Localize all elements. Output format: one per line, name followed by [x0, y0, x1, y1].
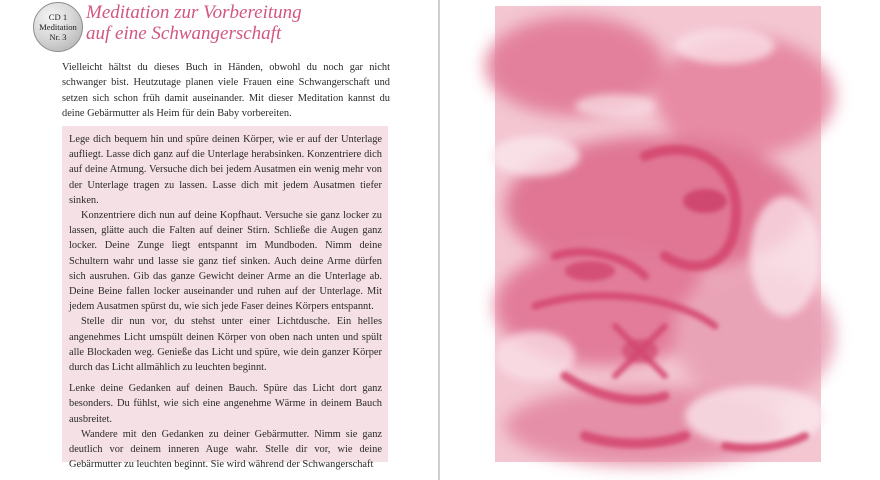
meditation-text-box: [62, 126, 388, 471]
cd-badge-line-2: Meditation: [39, 22, 77, 32]
cd-badge-line-3: Nr. 3: [49, 32, 67, 42]
watercolor-image: [495, 6, 821, 462]
chapter-title-line-1: Meditation zur Vorbereitung: [86, 2, 302, 23]
left-page: [0, 0, 438, 480]
cd-badge: [33, 2, 83, 52]
cd-badge-line-1: CD 1: [48, 12, 68, 22]
meditation-paragraph-1: Lege dich bequem hin und spüre deinen Körper, wie er auf der Unterlage aufliegt. Lasse dich ganz auf die Unterlage herabsinken. Konzentriere dich auf deine Atmung. Versuche dich bei jedem Ausatmen ein wenig mehr von der Unterlage tragen zu lassen. Lasse dich mit jedem Ausatmen tiefer sinken.: [69, 134, 382, 206]
chapter-title: [86, 2, 416, 44]
watercolor-illustration: [495, 6, 821, 462]
intro-paragraph: Vielleicht hältst du dieses Buch in Händen, obwohl du noch gar nicht schwanger bist. Heutzutage planen viele Frauen eine Schwangerschaft und setzen sich schon früh damit auseinander. Mit dieser Meditation kannst du deine Gebärmutter als Heim für dein Baby vorbereiten.: [62, 62, 390, 120]
meditation-paragraph-4: Lenke deine Gedanken auf deinen Bauch. Spüre das Licht dort ganz besonders. Du fühlst, wie sich eine angenehme Wärme in deinem Bauch ausbreitet.: [69, 383, 382, 425]
meditation-paragraph-2: Konzentriere dich nun auf deine Kopfhaut. Versuche sie ganz locker zu lassen, glätte auch die Falten auf deiner Stirn. Schließe die Augen ganz locker. Deine Zunge liegt entspannt im Mundboden. Nimm deine Schultern wahr und lasse sie ganz tief sinken. Auch deine Arme dürfen sich ausruhen. Gib das ganze Gewicht deiner Arme an die Unterlage ab. Deine Beine fallen locker auseinander und ruhen auf der Unterlage. Mit jedem Ausatmen spürst du, wie sich jede Faser deines Körpers entspannt.: [69, 210, 382, 313]
meditation-paragraph-3: Stelle dir nun vor, du stehst unter einer Lichtdusche. Ein helles angenehmes Licht umspült deinen Körper von oben nach unten und spült alle Blockaden weg. Genieße das Licht und spüre, wie dein ganzer Körper durch das Licht allmählich zu leuchten beginnt.: [69, 316, 382, 374]
chapter-title-line-2: auf eine Schwangerschaft: [86, 23, 282, 44]
meditation-paragraph-5: Wandere mit den Gedanken zu deiner Gebärmutter. Nimm sie ganz deutlich vor deinem inneren Auge wahr. Stelle dir vor, wie deine Gebärmutter zu leuchten beginnt. Sie wird während der Schwangerschaft: [69, 428, 382, 471]
right-page: [440, 0, 880, 480]
